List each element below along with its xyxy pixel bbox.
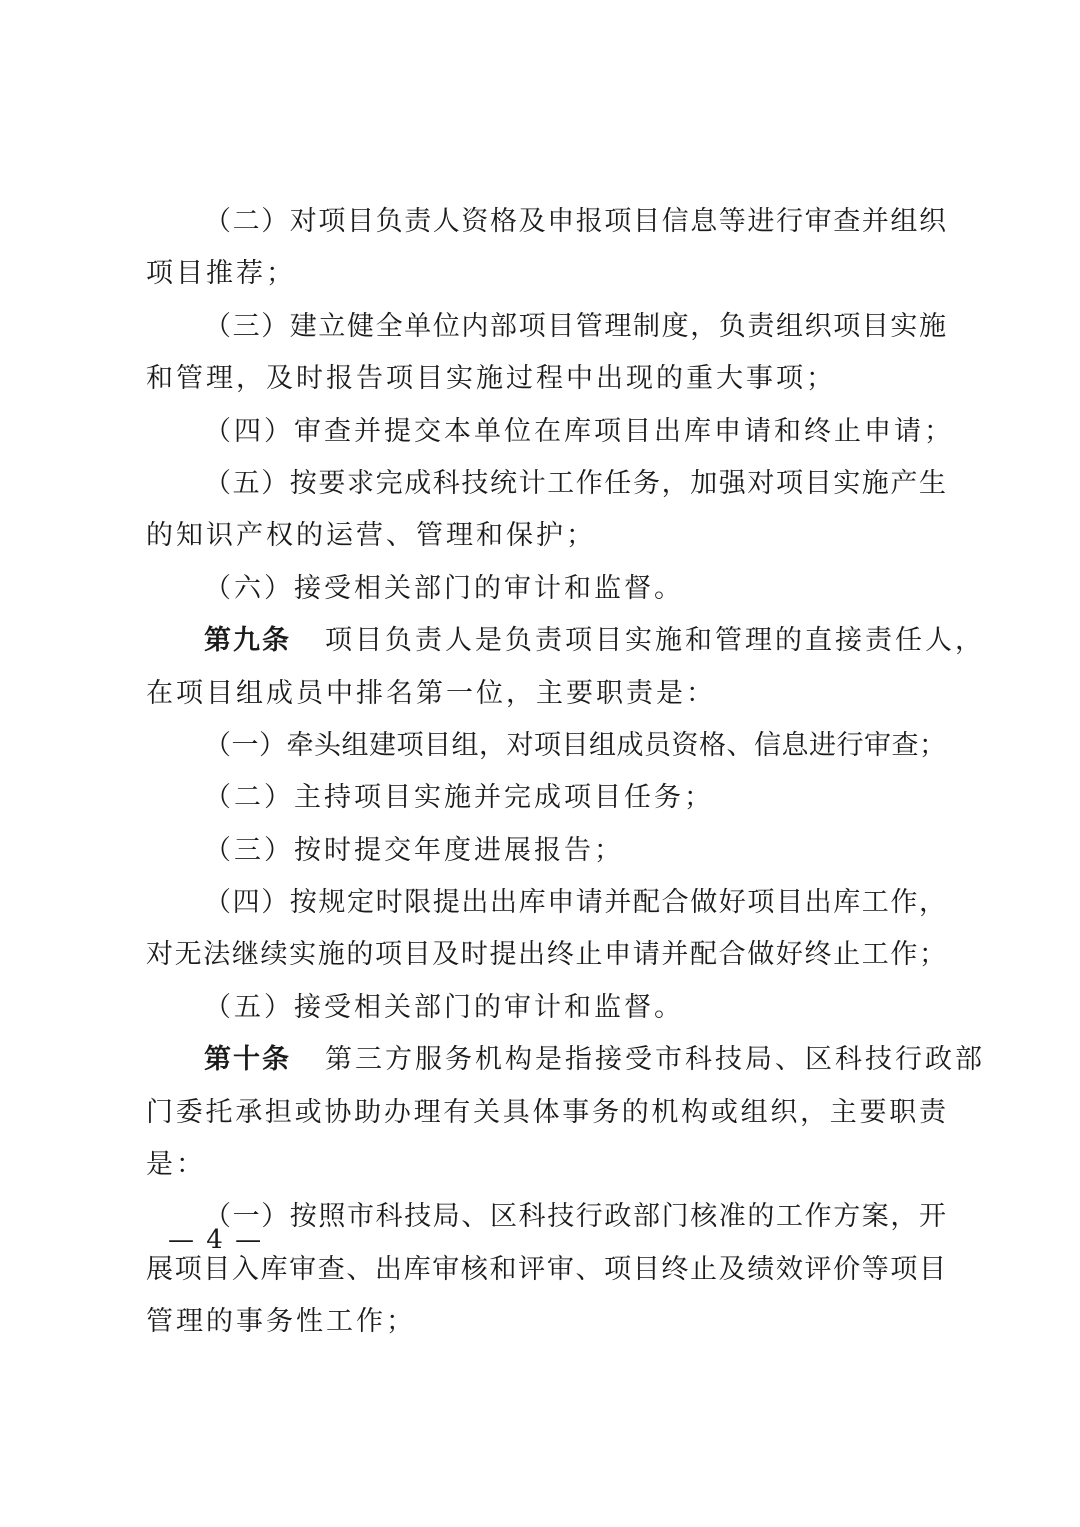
paragraph-line: （六）接受相关部门的审计和监督。 bbox=[204, 572, 684, 604]
paragraph-line: （二）对项目负责人资格及申报项目信息等进行审查并组织 bbox=[204, 206, 946, 237]
article-9-heading-line bbox=[146, 615, 985, 667]
paragraph-line: 在项目组成员中排名第一位，主要职责是： bbox=[146, 677, 716, 709]
paragraph-line: 和管理，及时报告项目实施过程中出现的重大事项； bbox=[146, 363, 836, 395]
paragraph-line: （四）按规定时限提出出库申请并配合做好项目出库工作， bbox=[204, 887, 946, 919]
paragraph-line: 的知识产权的运营、管理和保护； bbox=[146, 520, 596, 552]
paragraph-line: 管理的事务性工作； bbox=[146, 1306, 416, 1338]
paragraph-line: 项目推荐； bbox=[146, 258, 296, 290]
paragraph-line: 门委托承担或协助办理有关具体事务的机构或组织，主要职责 bbox=[146, 1096, 946, 1128]
paragraph-line: 是： bbox=[146, 1149, 206, 1181]
paragraph-line: （五）接受相关部门的审计和监督。 bbox=[204, 991, 684, 1023]
paragraph-line: 对无法继续实施的项目及时提出终止申请并配合做好终止工作； bbox=[146, 939, 946, 971]
article-10-first-line: 第三方服务机构是指接受市科技局、区科技行政部 bbox=[325, 1044, 985, 1076]
paragraph-line: （三）建立健全单位内部项目管理制度，负责组织项目实施 bbox=[204, 310, 946, 342]
paragraph-line: （三）按时提交年度进展报告； bbox=[204, 834, 624, 866]
paragraph-line: （一）按照市科技局、区科技行政部门核准的工作方案，开 bbox=[204, 1201, 946, 1233]
article-9-title: 第九条 bbox=[204, 625, 291, 657]
article-9-first-line: 项目负责人是负责项目实施和管理的直接责任人， bbox=[325, 625, 985, 657]
article-10-heading-line bbox=[146, 1034, 985, 1086]
paragraph-line: 展项目入库审查、出库审核和评审、项目终止及绩效评价等项目 bbox=[146, 1253, 946, 1285]
paragraph-line: （五）按要求完成科技统计工作任务，加强对项目实施产生 bbox=[204, 467, 946, 499]
paragraph-line: （二）主持项目实施并完成项目任务； bbox=[204, 782, 714, 814]
paragraph-line: （一）牵头组建项目组，对项目组成员资格、信息进行审查； bbox=[204, 729, 947, 761]
page-number: — 4 — bbox=[168, 1225, 264, 1255]
article-10-title: 第十条 bbox=[204, 1044, 291, 1076]
document-body bbox=[146, 196, 985, 1349]
paragraph-line: （四）审查并提交本单位在库项目出库申请和终止申请； bbox=[204, 415, 954, 447]
